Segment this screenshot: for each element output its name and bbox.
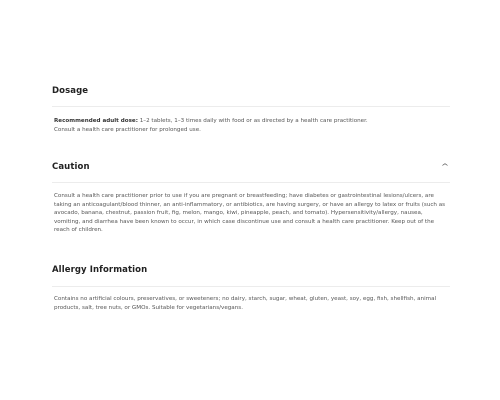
allergy-section-header[interactable] bbox=[52, 260, 450, 280]
caution-title: Caution bbox=[52, 162, 90, 172]
dosage-body bbox=[54, 117, 450, 134]
dosage-divider bbox=[52, 106, 450, 107]
caution-body: Consult a health care practitioner prior to use if you are pregnant or breastfeeding; have diabetes or gastrointestinal lesions/ulcers, are taking an anticoagulant/blood thinner, an anti-inflammatory, or antibiotics, are having surgery, or have an allergy to latex or fruits (such as avocado, banana, chestnut, passion fruit, fig, melon, mango, kiwi, pineapple, peach, and tomato). Hypersensitivity/allergy, nausea, vomiting, and diarrhea have been known to occur, in which case discontinue use and consult a health care practitioner. Keep out of the reach of children. bbox=[54, 193, 446, 234]
dosage-consult-text: Consult a health care practitioner for prolonged use. bbox=[54, 126, 201, 133]
dosage-title: Dosage bbox=[52, 86, 89, 96]
allergy-body: Contains no artificial colours, preservatives, or sweeteners; no dairy, starch, sugar, wheat, gluten, yeast, soy, egg, fish, shellfish, animal products, salt, tree nuts, or GMOs. Suitable for vegetarians/vegans. bbox=[54, 296, 437, 311]
caution-section-header[interactable] bbox=[52, 157, 450, 177]
dosage-recommended bbox=[54, 117, 450, 126]
allergy-divider bbox=[52, 286, 450, 287]
caution-divider bbox=[52, 182, 450, 183]
dosage-section-header[interactable] bbox=[52, 81, 450, 101]
chevron-up-icon[interactable]: ^ bbox=[440, 162, 450, 171]
dosage-label: Recommended adult dose: bbox=[54, 118, 138, 124]
dosage-text: 1–2 tablets, 1–3 times daily with food or as directed by a health care practitioner. bbox=[137, 118, 368, 124]
allergy-title: Allergy Information bbox=[52, 265, 148, 275]
